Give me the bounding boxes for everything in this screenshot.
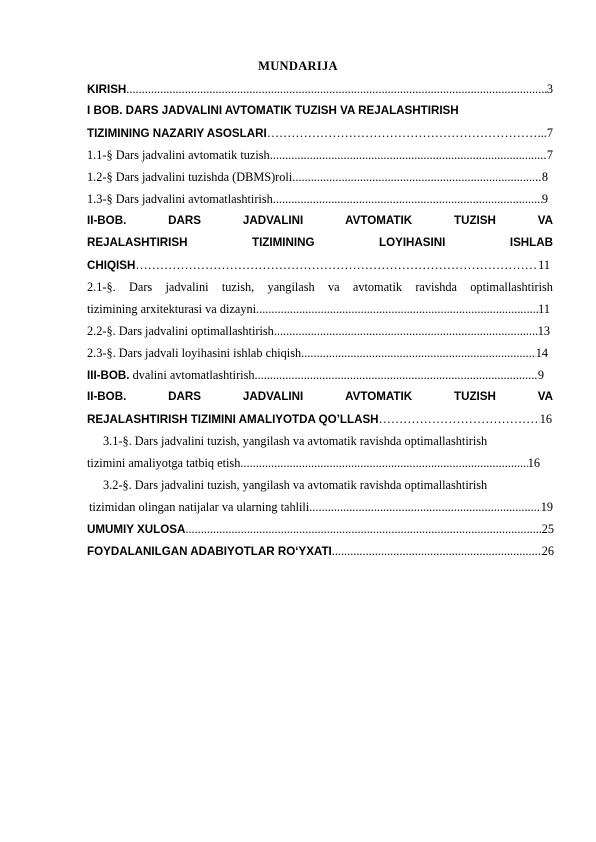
entry-word: yangilash (267, 280, 315, 294)
entry-word: 2.1-§. (87, 280, 116, 294)
toc-entry-text (87, 367, 255, 383)
heading-word: JADVALINI (242, 214, 304, 227)
toc-entry-text: tizimidan olingan natijalar va ularning tahlili (89, 500, 310, 514)
toc-page-number: 9 (541, 192, 548, 206)
chapter-title: dvalini avtomatlashtirish (129, 368, 255, 382)
toc-entry-text: 1.3-§ Dars jadvalini avtomatlashtirish (87, 192, 273, 206)
entry-word: optimallashtirish (470, 280, 553, 294)
toc-page-number: 8 (541, 170, 548, 184)
heading-word: II-BOB. (87, 390, 127, 403)
heading-word: AVTOMATIK (345, 214, 413, 227)
dot-leader (301, 345, 536, 361)
toc-entry-text: 2.3-§. Dars jadvali loyihasini ishlab chiqish (87, 346, 302, 360)
toc-entry-text: tizimining arxitekturasi va dizayni (87, 302, 257, 316)
dot-leader (135, 257, 538, 273)
dot-leader (273, 191, 542, 207)
toc-entry-text: TIZIMINING NAZARIY ASOSLARI (87, 127, 267, 140)
toc-entry-2-3[interactable] (87, 345, 548, 361)
toc-entry-text: tizimini amaliyotga tatbiq etish (87, 456, 241, 470)
page-title: MUNDARIJA (258, 59, 338, 73)
toc-chapter-heading-line-1b[interactable] (87, 389, 553, 405)
dot-leader (379, 411, 540, 427)
heading-word: ISHLAB (509, 236, 553, 249)
toc-entry-text: 2.2-§. Dars jadvalini optimallashtirish (87, 324, 274, 338)
entry-word: va (327, 280, 340, 294)
toc-page-number: 19 (540, 500, 553, 514)
dot-leader (185, 521, 541, 537)
toc-entry-text: 1.2-§ Dars jadvalini tuzishda (DBMS)roli (87, 170, 293, 184)
toc-entry-text: KIRISH (87, 83, 127, 96)
entry-word: tuzish, (221, 280, 255, 294)
heading-word: JADVALINI (242, 390, 304, 403)
dot-leader (255, 367, 538, 383)
entry-word: Dars (128, 280, 153, 294)
toc-entry-3-2-line-2[interactable] (89, 499, 553, 515)
toc-entry-1-3[interactable] (87, 191, 548, 207)
heading-word: II-BOB. (87, 214, 127, 227)
heading-word: REJALASHTIRISH (87, 236, 188, 249)
toc-entry-text: UMUMIY XULOSA (87, 523, 186, 536)
dot-leader (274, 323, 538, 339)
toc-page-number: 25 (541, 522, 554, 536)
toc-entry-2-1-line-1[interactable] (87, 279, 553, 295)
heading-word: LOYIHASINI (378, 236, 446, 249)
dot-leader (292, 169, 542, 185)
toc-page-number: 13 (537, 324, 550, 338)
toc-page-number: 9 (537, 368, 544, 382)
toc-entry-1-1[interactable] (87, 147, 553, 163)
toc-page-number: 16 (539, 412, 552, 426)
toc-entry-3-2-line-1[interactable]: 3.2-§. Dars jadvalini tuzish, yangilash va avtomatik ravishda optimallashtirish (103, 478, 488, 492)
heading-word: VA (537, 214, 553, 227)
dot-leader (270, 147, 547, 163)
dot-leader (332, 543, 542, 559)
toc-page-number: 11 (538, 258, 550, 272)
heading-word: TUZISH (453, 214, 496, 227)
dot-leader (240, 455, 527, 471)
heading-word: TUZISH (453, 390, 496, 403)
toc-entry-3-1-line-1[interactable]: 3.1-§. Dars jadvalini tuzish, yangilash va avtomatik ravishda optimallashtirish (103, 434, 488, 448)
toc-entry-chapter-heading-2b[interactable] (87, 411, 552, 427)
toc-chapter-1-heading[interactable]: I BOB. DARS JADVALINI AVTOMATIK TUZISH VA REJALASHTIRISH (87, 104, 459, 117)
toc-entry-text: 1.1-§ Dars jadvalini avtomatik tuzish (87, 148, 270, 162)
heading-word: DARS (168, 214, 202, 227)
dot-leader (267, 125, 541, 141)
entry-word: avtomatik (352, 280, 403, 294)
toc-page-number: 7 (546, 148, 553, 162)
toc-entry-text: CHIQISH (87, 259, 136, 272)
toc-entry-chapter-1[interactable] (87, 125, 553, 141)
toc-entry-adabiyotlar[interactable] (87, 543, 554, 559)
toc-entry-text: REJALASHTIRISH TIZIMINI AMALIYOTDA QO’LLASH (87, 413, 379, 426)
dot-leader (309, 499, 540, 515)
heading-word: DARS (168, 390, 202, 403)
entry-word: ravishda (415, 280, 457, 294)
toc-entry-text: FOYDALANILGAN ADABIYOTLAR RO‘YXATI (87, 545, 332, 558)
heading-word: AVTOMATIK (345, 390, 413, 403)
toc-entry-xulosa[interactable] (87, 521, 554, 537)
dot-leader (256, 301, 538, 317)
toc-chapter-2-heading-line-2[interactable] (87, 235, 553, 251)
toc-entry-chapter-3[interactable] (87, 367, 544, 383)
toc-page-number: 3 (546, 82, 553, 96)
toc-entry-chapter-2[interactable] (87, 257, 550, 273)
toc-page-number: 16 (527, 456, 540, 470)
toc-page-number: 11 (538, 302, 550, 316)
toc-page-number: 26 (541, 544, 554, 558)
entry-word: jadvalini (165, 280, 209, 294)
toc-entry-2-2[interactable] (87, 323, 550, 339)
toc-entry-3-1-line-2[interactable] (87, 455, 540, 471)
toc-page-number: 14 (535, 346, 548, 360)
heading-word: VA (537, 390, 553, 403)
toc-chapter-2-heading-line-1[interactable] (87, 213, 553, 229)
toc-entry-1-2[interactable] (87, 169, 548, 185)
toc-entry-2-1-line-2[interactable] (87, 301, 550, 317)
dot-leader (126, 81, 547, 97)
toc-entry-kirish[interactable] (87, 81, 553, 97)
chapter-label: III-BOB. (87, 369, 130, 382)
toc-page-number: ..7 (540, 126, 553, 140)
heading-word: TIZIMINING (252, 236, 315, 249)
